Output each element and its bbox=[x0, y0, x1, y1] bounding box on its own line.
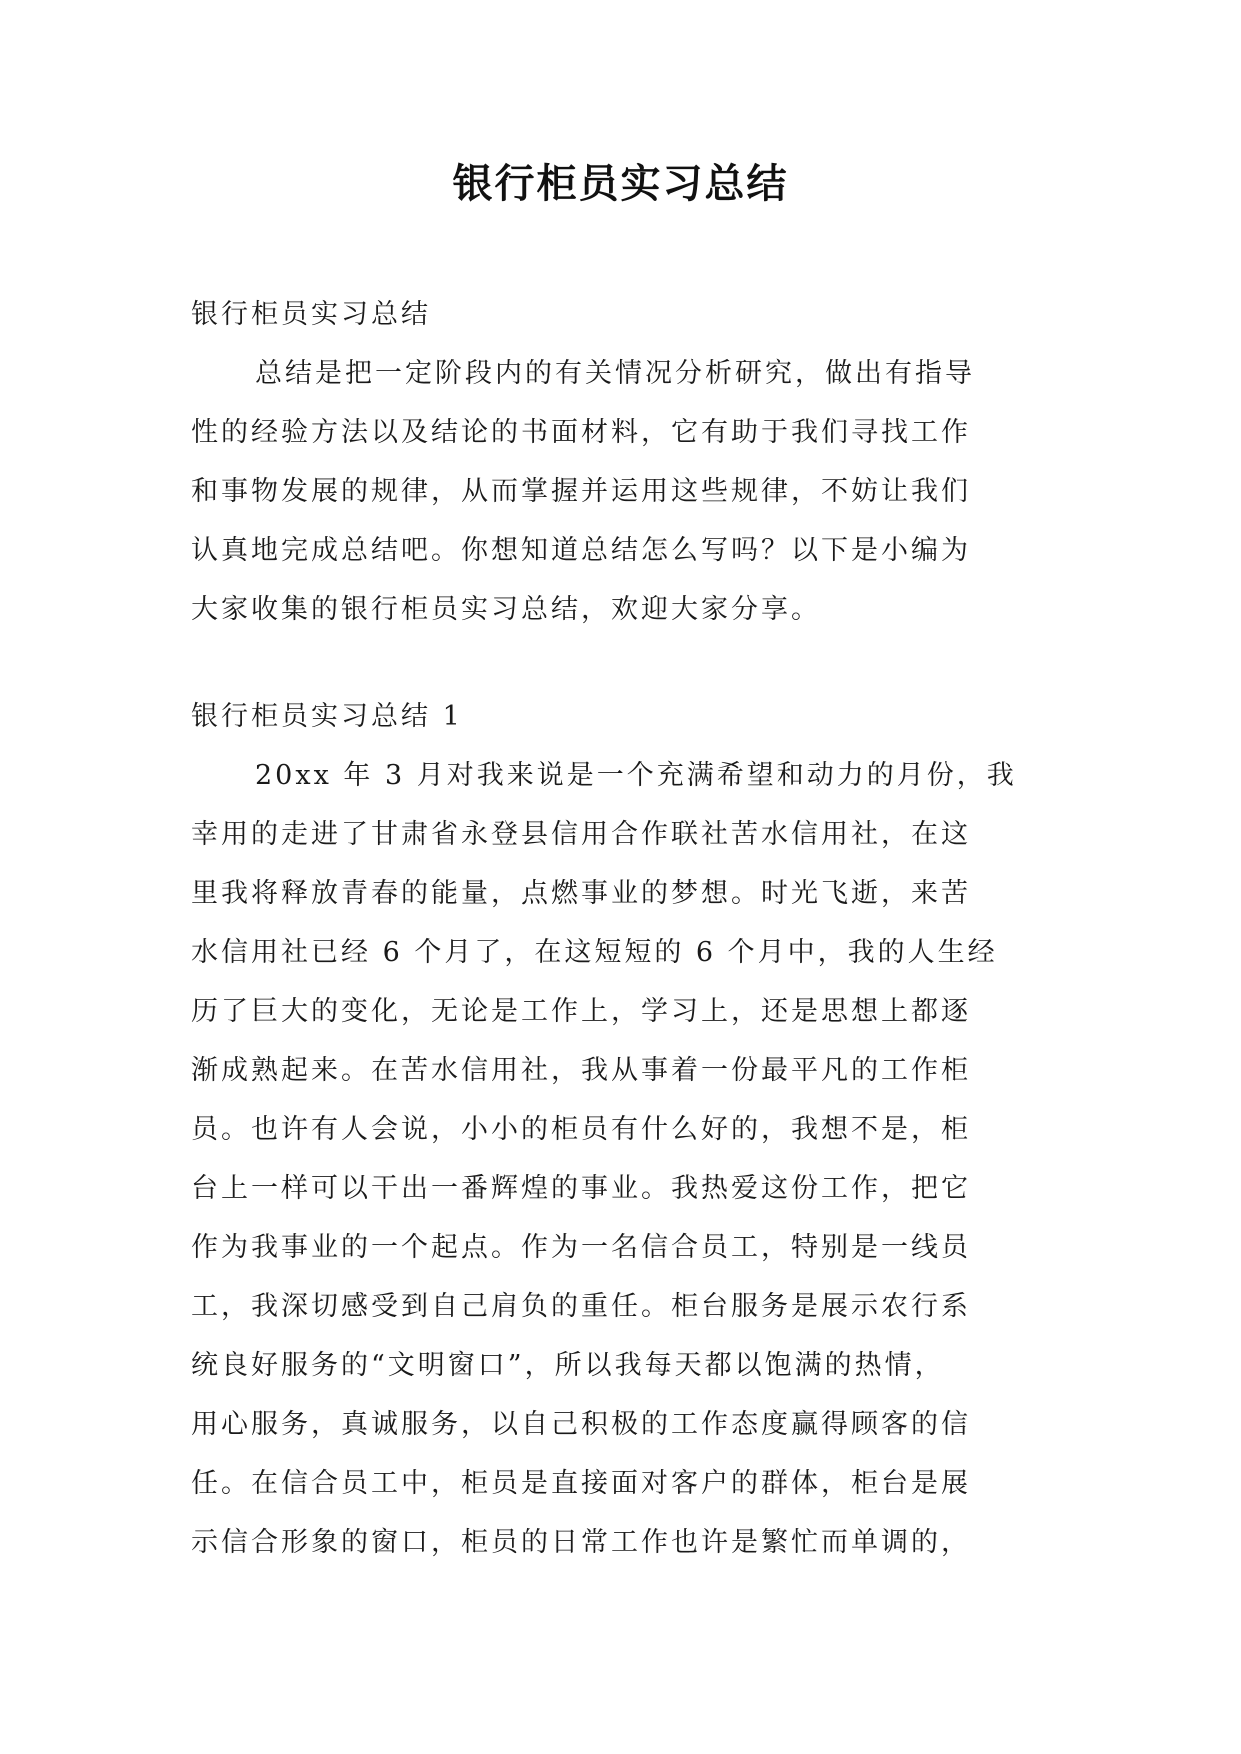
paragraph-line: 幸用的走进了甘肃省永登县信用合作联社苦水信用社，在这 bbox=[191, 819, 971, 850]
intro-paragraph bbox=[191, 344, 1049, 639]
paragraph-line: 作为我事业的一个起点。作为一名信合员工，特别是一线员 bbox=[191, 1232, 971, 1263]
paragraph-line: 20xx 年 3 月对我来说是一个充满希望和动力的月份，我 bbox=[255, 760, 1017, 791]
paragraph-line: 性的经验方法以及结论的书面材料，它有助于我们寻找工作 bbox=[191, 417, 971, 448]
paragraph-line: 示信合形象的窗口，柜员的日常工作也许是繁忙而单调的， bbox=[191, 1527, 971, 1558]
paragraph-line: 统良好服务的“文明窗口”，所以我每天都以饱满的热情， bbox=[191, 1350, 945, 1381]
paragraph-line: 历了巨大的变化，无论是工作上，学习上，还是思想上都逐 bbox=[191, 996, 971, 1027]
paragraph-line: 总结是把一定阶段内的有关情况分析研究，做出有指导 bbox=[255, 358, 975, 389]
section-heading: 银行柜员实习总结 1 bbox=[191, 701, 463, 732]
intro-heading: 银行柜员实习总结 bbox=[191, 299, 431, 330]
paragraph-line: 用心服务，真诚服务，以自己积极的工作态度赢得顾客的信 bbox=[191, 1409, 971, 1440]
paragraph-line: 水信用社已经 6 个月了，在这短短的 6 个月中，我的人生经 bbox=[191, 937, 998, 968]
paragraph-line: 任。在信合员工中，柜员是直接面对客户的群体，柜台是展 bbox=[191, 1468, 971, 1499]
document-body bbox=[191, 285, 1049, 1572]
paragraph-line: 台上一样可以干出一番辉煌的事业。我热爱这份工作，把它 bbox=[191, 1173, 971, 1204]
paragraph-line: 里我将释放青春的能量，点燃事业的梦想。时光飞逝，来苦 bbox=[191, 878, 971, 909]
paragraph-line: 认真地完成总结吧。你想知道总结怎么写吗？以下是小编为 bbox=[191, 535, 971, 566]
paragraph-line: 员。也许有人会说，小小的柜员有什么好的，我想不是，柜 bbox=[191, 1114, 971, 1145]
paragraph-line: 工，我深切感受到自己肩负的重任。柜台服务是展示农行系 bbox=[191, 1291, 971, 1322]
paragraph-line: 渐成熟起来。在苦水信用社，我从事着一份最平凡的工作柜 bbox=[191, 1055, 971, 1086]
section-spacer bbox=[191, 639, 1049, 687]
section-paragraph bbox=[191, 746, 1049, 1572]
document-title: 银行柜员实习总结 bbox=[452, 160, 789, 207]
paragraph-line: 大家收集的银行柜员实习总结，欢迎大家分享。 bbox=[191, 594, 821, 625]
paragraph-line: 和事物发展的规律，从而掌握并运用这些规律，不妨让我们 bbox=[191, 476, 971, 507]
